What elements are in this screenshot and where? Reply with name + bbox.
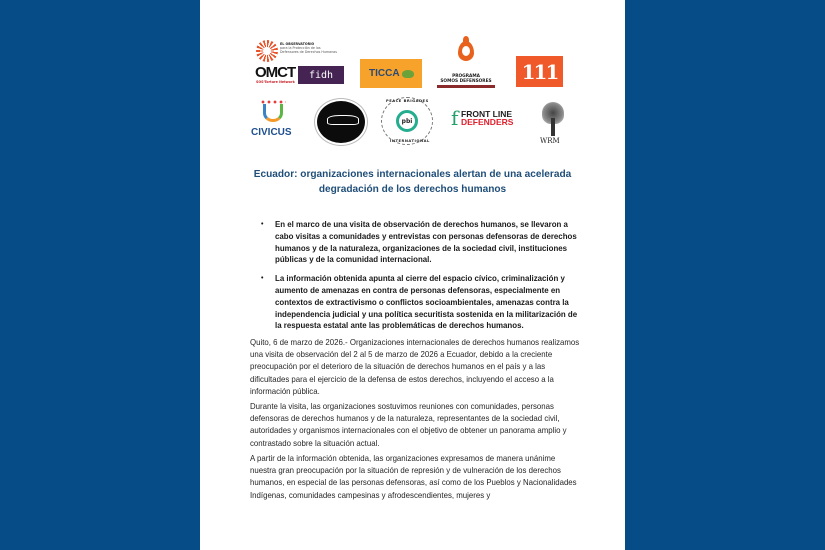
body-paragraph: A partir de la información obtenida, las organizaciones expresamos de manera unánime nuestra gran preocupación por la situación de represión y de vulneración de los derechos humanos, en especial de las personas defensoras, así como de los Pueblos y Nacionalidades Indígenas, comunidades campesinas y afrodescendientes, mujeres y	[250, 454, 577, 500]
civicus-logo: CIVICUS	[251, 127, 292, 138]
fidh-logo: fidh	[298, 66, 344, 84]
frontline-line1: FRONT LINE	[461, 109, 512, 119]
wrm-logo: WRM	[540, 137, 560, 145]
programa-line2: SOMOS DEFENSORES	[440, 79, 492, 84]
document-title: Ecuador: organizaciones internacionales alertan de una acelerada degradación de los derechos humanos	[253, 169, 572, 195]
111-logo: 111	[516, 56, 563, 87]
bullet-item: • En el marco de una visita de observación de derechos humanos, se llevaron a cabo visitas a comunidades y entrevistas con personas defensoras de derechos humanos y de la naturaleza, organizaciones de la sociedad civil, instituciones públicas y de la comunidad internacional.	[256, 219, 578, 266]
body-paragraph: Quito, 6 de marzo de 2026.- Organizaciones internacionales de derechos humanos realizamos una visita de observación del 2 al 5 de marzo de 2026 a Ecuador, debido a la creciente preocupación por el deterioro de la situación de derechos humanos en el país y a las dificultades para el ejercicio de la defensa de estos derechos, incluyendo el acceso a la información pública.	[250, 338, 580, 396]
pbi-top-text: PEACE BRIGADES	[386, 99, 429, 103]
pbi-logo: pbi	[396, 110, 418, 132]
summary-bullets	[256, 219, 578, 339]
ticca-text: TICCA	[369, 68, 400, 79]
bullet-item: • La información obtenida apunta al cierre del espacio cívico, criminalización y aumento de amenazas en contra de personas defensoras, especialmente en contextos de extractivismo o conflictos socioambientales, amenazas contra la independencia judicial y una política securitista sostenida en la militarización de la respuesta estatal ante las problemáticas de derechos humanos.	[256, 273, 578, 332]
ticca-leaf-icon	[402, 70, 414, 78]
wrm-trunk	[551, 118, 555, 136]
programa-logo	[434, 74, 498, 84]
document-page	[200, 0, 625, 550]
omct-logo: OMCT	[255, 64, 296, 81]
civicus-arc-icon	[263, 104, 283, 122]
frontline-line2: DEFENDERS	[461, 117, 514, 127]
programa-bar	[437, 85, 495, 88]
body-paragraph: Durante la visita, las organizaciones sostuvimos reuniones con comunidades, personas defensoras de derechos humanos y de la naturaleza, representantes de la sociedad civil, autoridades y organismos internacionales con el objetivo de obtener un panorama amplio y contrastado sobre la situación actual.	[250, 402, 567, 448]
pbi-bottom-text: INTERNATIONAL	[390, 139, 430, 143]
observatorio-sub: para la Protección de los Defensores de Derechos Humanos	[280, 46, 338, 55]
programa-drop-icon	[458, 41, 474, 61]
seal-logo	[315, 99, 367, 145]
observatorio-sun-icon	[256, 40, 278, 62]
observatorio-heading: EL OBSERVATORIO	[280, 42, 315, 46]
programa-line1: PROGRAMA	[452, 74, 480, 79]
partner-logos	[200, 0, 625, 150]
frontline-f-icon: f	[451, 106, 459, 130]
omct-sub: SOS-Torture Network	[256, 80, 295, 84]
ticca-logo	[360, 59, 422, 88]
